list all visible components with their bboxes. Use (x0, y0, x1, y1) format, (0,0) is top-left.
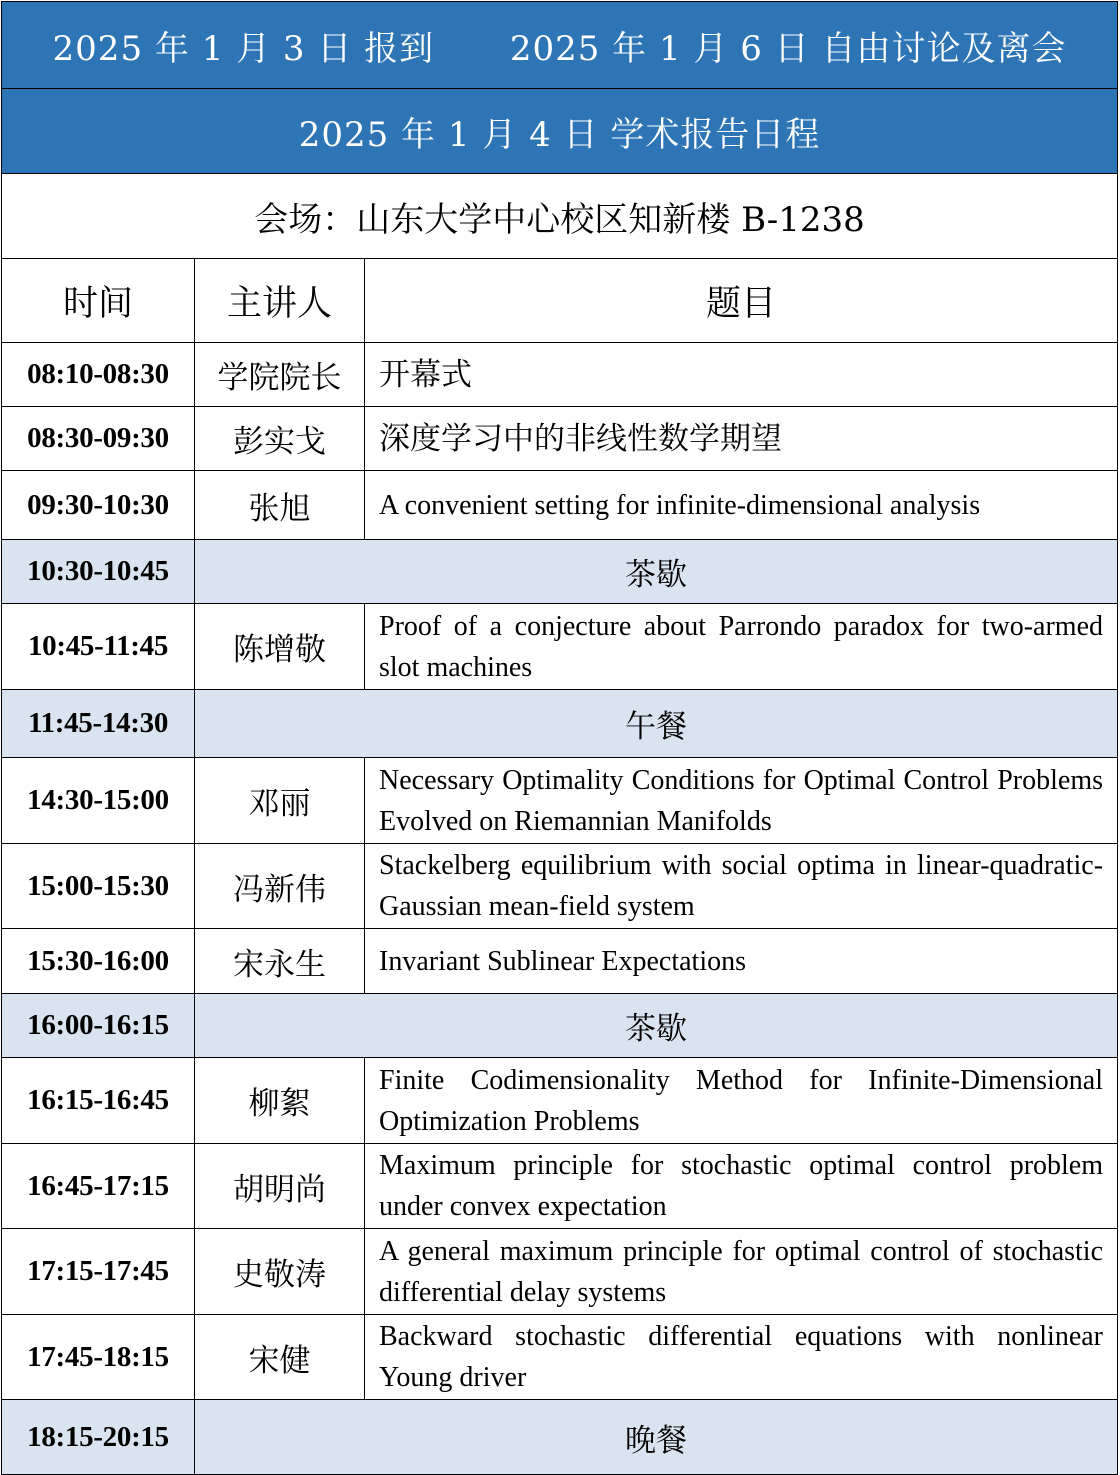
schedule-title: 2025 年 1 月 4 日 学术报告日程 (2, 89, 1118, 174)
talk-row (2, 758, 1118, 844)
header-title: 题目 (365, 259, 1118, 343)
talk-row (2, 407, 1118, 471)
speaker-cell: 宋健 (195, 1315, 365, 1400)
talk-title-cell: A general maximum principle for optimal control of stochastic differential delay systems (365, 1229, 1118, 1315)
talk-title-cell: Proof of a conjecture about Parrondo paradox for two-armed slot machines (365, 604, 1118, 690)
talk-row (2, 1058, 1118, 1144)
header-time: 时间 (2, 259, 195, 343)
break-label: 晚餐 (195, 1400, 1118, 1475)
speaker-cell: 邓丽 (195, 758, 365, 844)
departure-text: 2025 年 1 月 6 日 自由讨论及离会 (509, 28, 1067, 69)
break-row (2, 690, 1118, 758)
talk-title-cell: Finite Codimensionality Method for Infinite-Dimensional Optimization Problems (365, 1058, 1118, 1144)
venue-text: 会场：山东大学中心校区知新楼 B-1238 (2, 174, 1118, 259)
time-cell: 17:15-17:45 (2, 1229, 195, 1315)
break-label: 茶歇 (195, 540, 1118, 604)
header-speaker: 主讲人 (195, 259, 365, 343)
talk-row (2, 343, 1118, 407)
speaker-cell: 学院院长 (195, 343, 365, 407)
time-cell: 15:00-15:30 (2, 844, 195, 929)
break-row (2, 994, 1118, 1058)
speaker-cell: 彭实戈 (195, 407, 365, 471)
schedule-table (1, 1, 1118, 1475)
break-row (2, 540, 1118, 604)
time-cell: 17:45-18:15 (2, 1315, 195, 1400)
speaker-cell: 史敬涛 (195, 1229, 365, 1315)
time-cell: 10:45-11:45 (2, 604, 195, 690)
schedule-rows (2, 343, 1118, 1475)
talk-row (2, 844, 1118, 929)
time-cell: 09:30-10:30 (2, 471, 195, 540)
time-cell: 15:30-16:00 (2, 929, 195, 994)
talk-title-cell: Necessary Optimality Conditions for Optimal Control Problems Evolved on Riemannian Manifolds (365, 758, 1118, 844)
talk-title-cell: Maximum principle for stochastic optimal control problem under convex expectation (365, 1144, 1118, 1229)
talk-title-cell: 开幕式 (365, 343, 1118, 407)
talk-title-cell: 深度学习中的非线性数学期望 (365, 407, 1118, 471)
time-cell: 16:00-16:15 (2, 994, 195, 1058)
speaker-cell: 张旭 (195, 471, 365, 540)
talk-row (2, 929, 1118, 994)
speaker-cell: 柳絮 (195, 1058, 365, 1144)
time-cell: 18:15-20:15 (2, 1400, 195, 1475)
time-cell: 08:10-08:30 (2, 343, 195, 407)
talk-title-cell: Invariant Sublinear Expectations (365, 929, 1118, 994)
talk-title-cell: Backward stochastic differential equations with nonlinear Young driver (365, 1315, 1118, 1400)
speaker-cell: 冯新伟 (195, 844, 365, 929)
talk-title-cell: Stackelberg equilibrium with social optima in linear-quadratic-Gaussian mean-field system (365, 844, 1118, 929)
talk-row (2, 1315, 1118, 1400)
talk-title-cell: A convenient setting for infinite-dimensional analysis (365, 471, 1118, 540)
break-row (2, 1400, 1118, 1475)
speaker-cell: 陈增敬 (195, 604, 365, 690)
talk-row (2, 604, 1118, 690)
arrival-text: 2025 年 1 月 3 日 报到 (52, 28, 435, 69)
time-cell: 08:30-09:30 (2, 407, 195, 471)
header-row (2, 259, 1118, 343)
break-label: 午餐 (195, 690, 1118, 758)
talk-row (2, 1229, 1118, 1315)
speaker-cell: 宋永生 (195, 929, 365, 994)
banner-row-dates (2, 2, 1118, 89)
time-cell: 16:15-16:45 (2, 1058, 195, 1144)
speaker-cell: 胡明尚 (195, 1144, 365, 1229)
talk-row (2, 1144, 1118, 1229)
time-cell: 10:30-10:45 (2, 540, 195, 604)
time-cell: 16:45-17:15 (2, 1144, 195, 1229)
break-label: 茶歇 (195, 994, 1118, 1058)
venue-row (2, 174, 1118, 259)
banner-dates-cell (2, 2, 1118, 89)
talk-row (2, 471, 1118, 540)
time-cell: 14:30-15:00 (2, 758, 195, 844)
time-cell: 11:45-14:30 (2, 690, 195, 758)
banner-row-schedule (2, 89, 1118, 174)
